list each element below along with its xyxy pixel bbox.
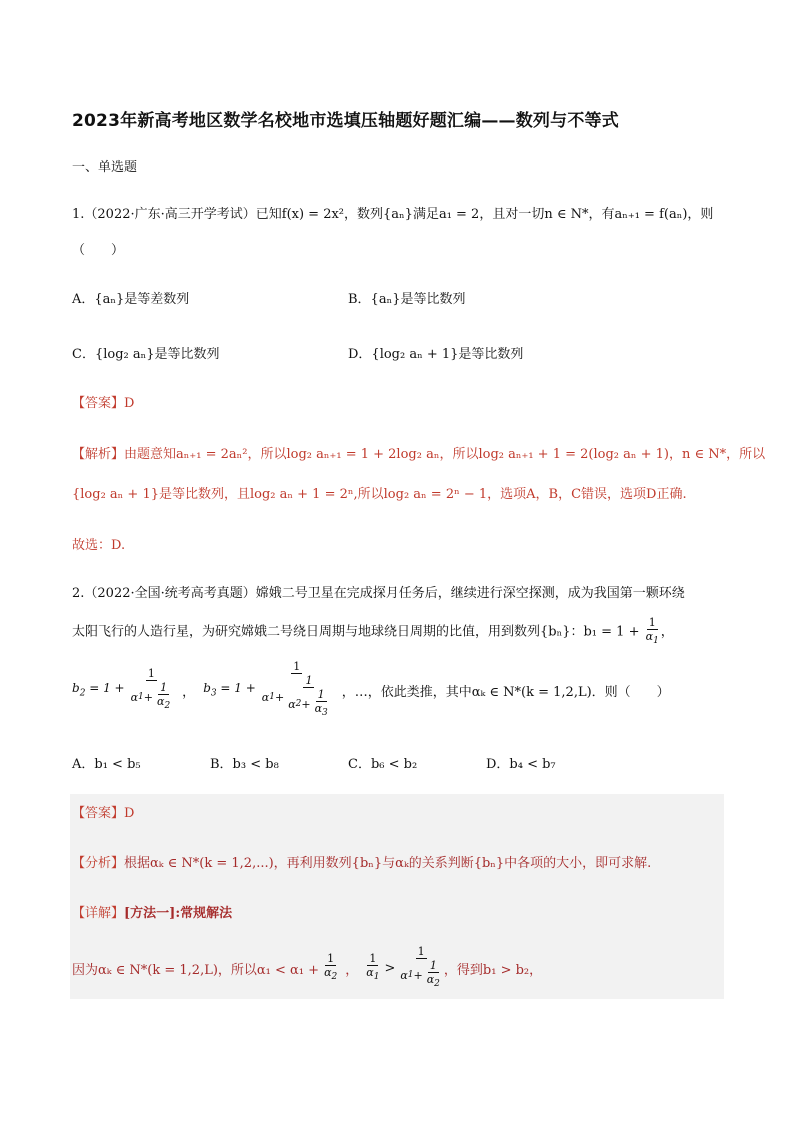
q1-stem <box>72 203 713 222</box>
q2-stem-text3: ，…，依此类推，其中αₖ ∈ N*(k = 1,2,L)．则（ ） <box>341 684 670 700</box>
q2-analysis <box>72 852 651 871</box>
q2-option-c: C．b₆ < b₂ <box>348 757 418 772</box>
q1-option-c: C．{log₂ aₙ}是等比数列 <box>72 347 220 362</box>
q2-detail-line1: 因为αₖ ∈ N*(k = 1,2,L)，所以α₁ < α₁ + $\frac{1}{\alpha_2}$ ， $\frac{1}{\alpha_1}$ > 1 α 1 + $\frac{1}{\alpha_2}$ ，得到b₁ > b₂， <box>72 945 543 990</box>
q2-detail-method: [方法一]:常规解法 <box>124 906 233 921</box>
q2-answer-tag: 【答案】 <box>72 806 125 821</box>
q2-b1-fraction: $\frac{1}{\alpha_1}$ <box>645 616 659 647</box>
q1-stem-source: 1.（2022·广东·高三开学考试）已知 <box>72 207 282 222</box>
q1-analysis-line2: {log₂ aₙ + 1}是等比数列，且log₂ aₙ + 1 = 2ⁿ,所以log₂ aₙ = 2ⁿ − 1，选项A，B，C错误，选项D正确. <box>72 487 687 502</box>
q2-analysis-tag: 【分析】 <box>72 856 125 871</box>
q2-stem-line1: 2.（2022·全国·统考高考真题）嫦娥二号卫星在完成探月任务后，继续进行深空探测，成为我国第一颗环绕 <box>72 586 685 601</box>
q1-analysis-text1: 由题意知aₙ₊₁ = 2aₙ²，所以log₂ aₙ₊₁ = 1 + 2log₂ aₙ，所以log₂ aₙ₊₁ + 1 = 2(log₂ aₙ + 1)，n ∈ N*，所以 <box>124 447 766 462</box>
q1-stem-condition: f(x) = 2x²，数列{aₙ}满足a₁ = 2，且对一切n ∈ N*，有aₙ₊₁ = f(aₙ)，则 <box>281 207 714 222</box>
q2-option-a: A．b₁ < b₅ <box>72 757 141 772</box>
section-heading: 一、单选题 <box>72 160 138 175</box>
q2-detail-text1: 因为αₖ ∈ N*(k = 1,2,L)，所以α₁ < α₁ + <box>72 962 320 978</box>
q1-option-b: B．{aₙ}是等比数列 <box>348 292 466 307</box>
q2-b2-fraction: 1 α 1 + $\frac{1}{\alpha_2}$ <box>130 667 171 712</box>
q2-answer-value: D <box>124 806 135 821</box>
q2-detail-heading <box>72 902 232 921</box>
q1-answer-tag: 【答案】 <box>72 396 125 411</box>
q2-stem-line2: 太阳飞行的人造行星，为研究嫦娥二号绕日周期与地球绕日周期的比值，用到数列{bₙ}：b₁ = 1 + $\frac{1}{\alpha_1}$ ， <box>72 616 674 647</box>
q1-analysis-line1 <box>72 443 765 462</box>
q1-analysis-tag: 【解析】 <box>72 447 125 462</box>
q2-answer <box>72 802 134 821</box>
q1-option-a: A．{aₙ}是等差数列 <box>72 292 190 307</box>
q1-answer <box>72 392 134 411</box>
q2-option-d: D．b₄ < b₇ <box>486 757 556 772</box>
q2-b3-fraction: 1 α 1 + 1 α 2 + $\frac{1}{\alpha_3}$ <box>261 660 328 719</box>
q2-detail-text2: ，得到b₁ > b₂， <box>443 962 543 978</box>
q2-analysis-text: 根据αₖ ∈ N*(k = 1,2,...)，再利用数列{bₙ}与αₖ的关系判断{bₙ}中各项的大小，即可求解. <box>124 856 652 871</box>
page-title: 2023年新高考地区数学名校地市选填压轴题好题汇编——数列与不等式 <box>72 111 619 131</box>
q2-stem-text2: 太阳飞行的人造行星，为研究嫦娥二号绕日周期与地球绕日周期的比值，用到数列{bₙ}：b₁ = 1 + <box>72 624 640 640</box>
q2-option-b: B．b₃ < b₈ <box>210 757 279 772</box>
q2-detail-fraction2: $\frac{1}{\alpha_1}$ <box>366 952 380 983</box>
q1-option-d: D．{log₂ aₙ + 1}是等比数列 <box>348 347 524 362</box>
q2-b2-expression: $b_2 = 1$ + <box>72 681 125 699</box>
q1-answer-value: D <box>124 396 135 411</box>
q1-stem-paren: （ ） <box>72 243 125 258</box>
q2-stem-line3: $b_2 = 1$ + 1 α 1 + $\frac{1}{\alpha_2}$ ， $b_3 = 1$ + 1 α 1 + 1 α 2 + $\frac{1}{\alpha_3}$ ，…，依此类推，其中αₖ ∈ N*(k = 1,2,L)．则（ ） <box>72 660 670 719</box>
q2-detail-fraction3: 1 α 1 + $\frac{1}{\alpha_2}$ <box>400 945 440 990</box>
q2-b3-expression: $b_3 = 1$ + <box>203 681 256 699</box>
q1-conclusion: 故选：D. <box>72 538 126 553</box>
q2-detail-fraction1: $\frac{1}{\alpha_2}$ <box>324 952 338 983</box>
q2-detail-tag: 【详解】 <box>72 906 125 921</box>
